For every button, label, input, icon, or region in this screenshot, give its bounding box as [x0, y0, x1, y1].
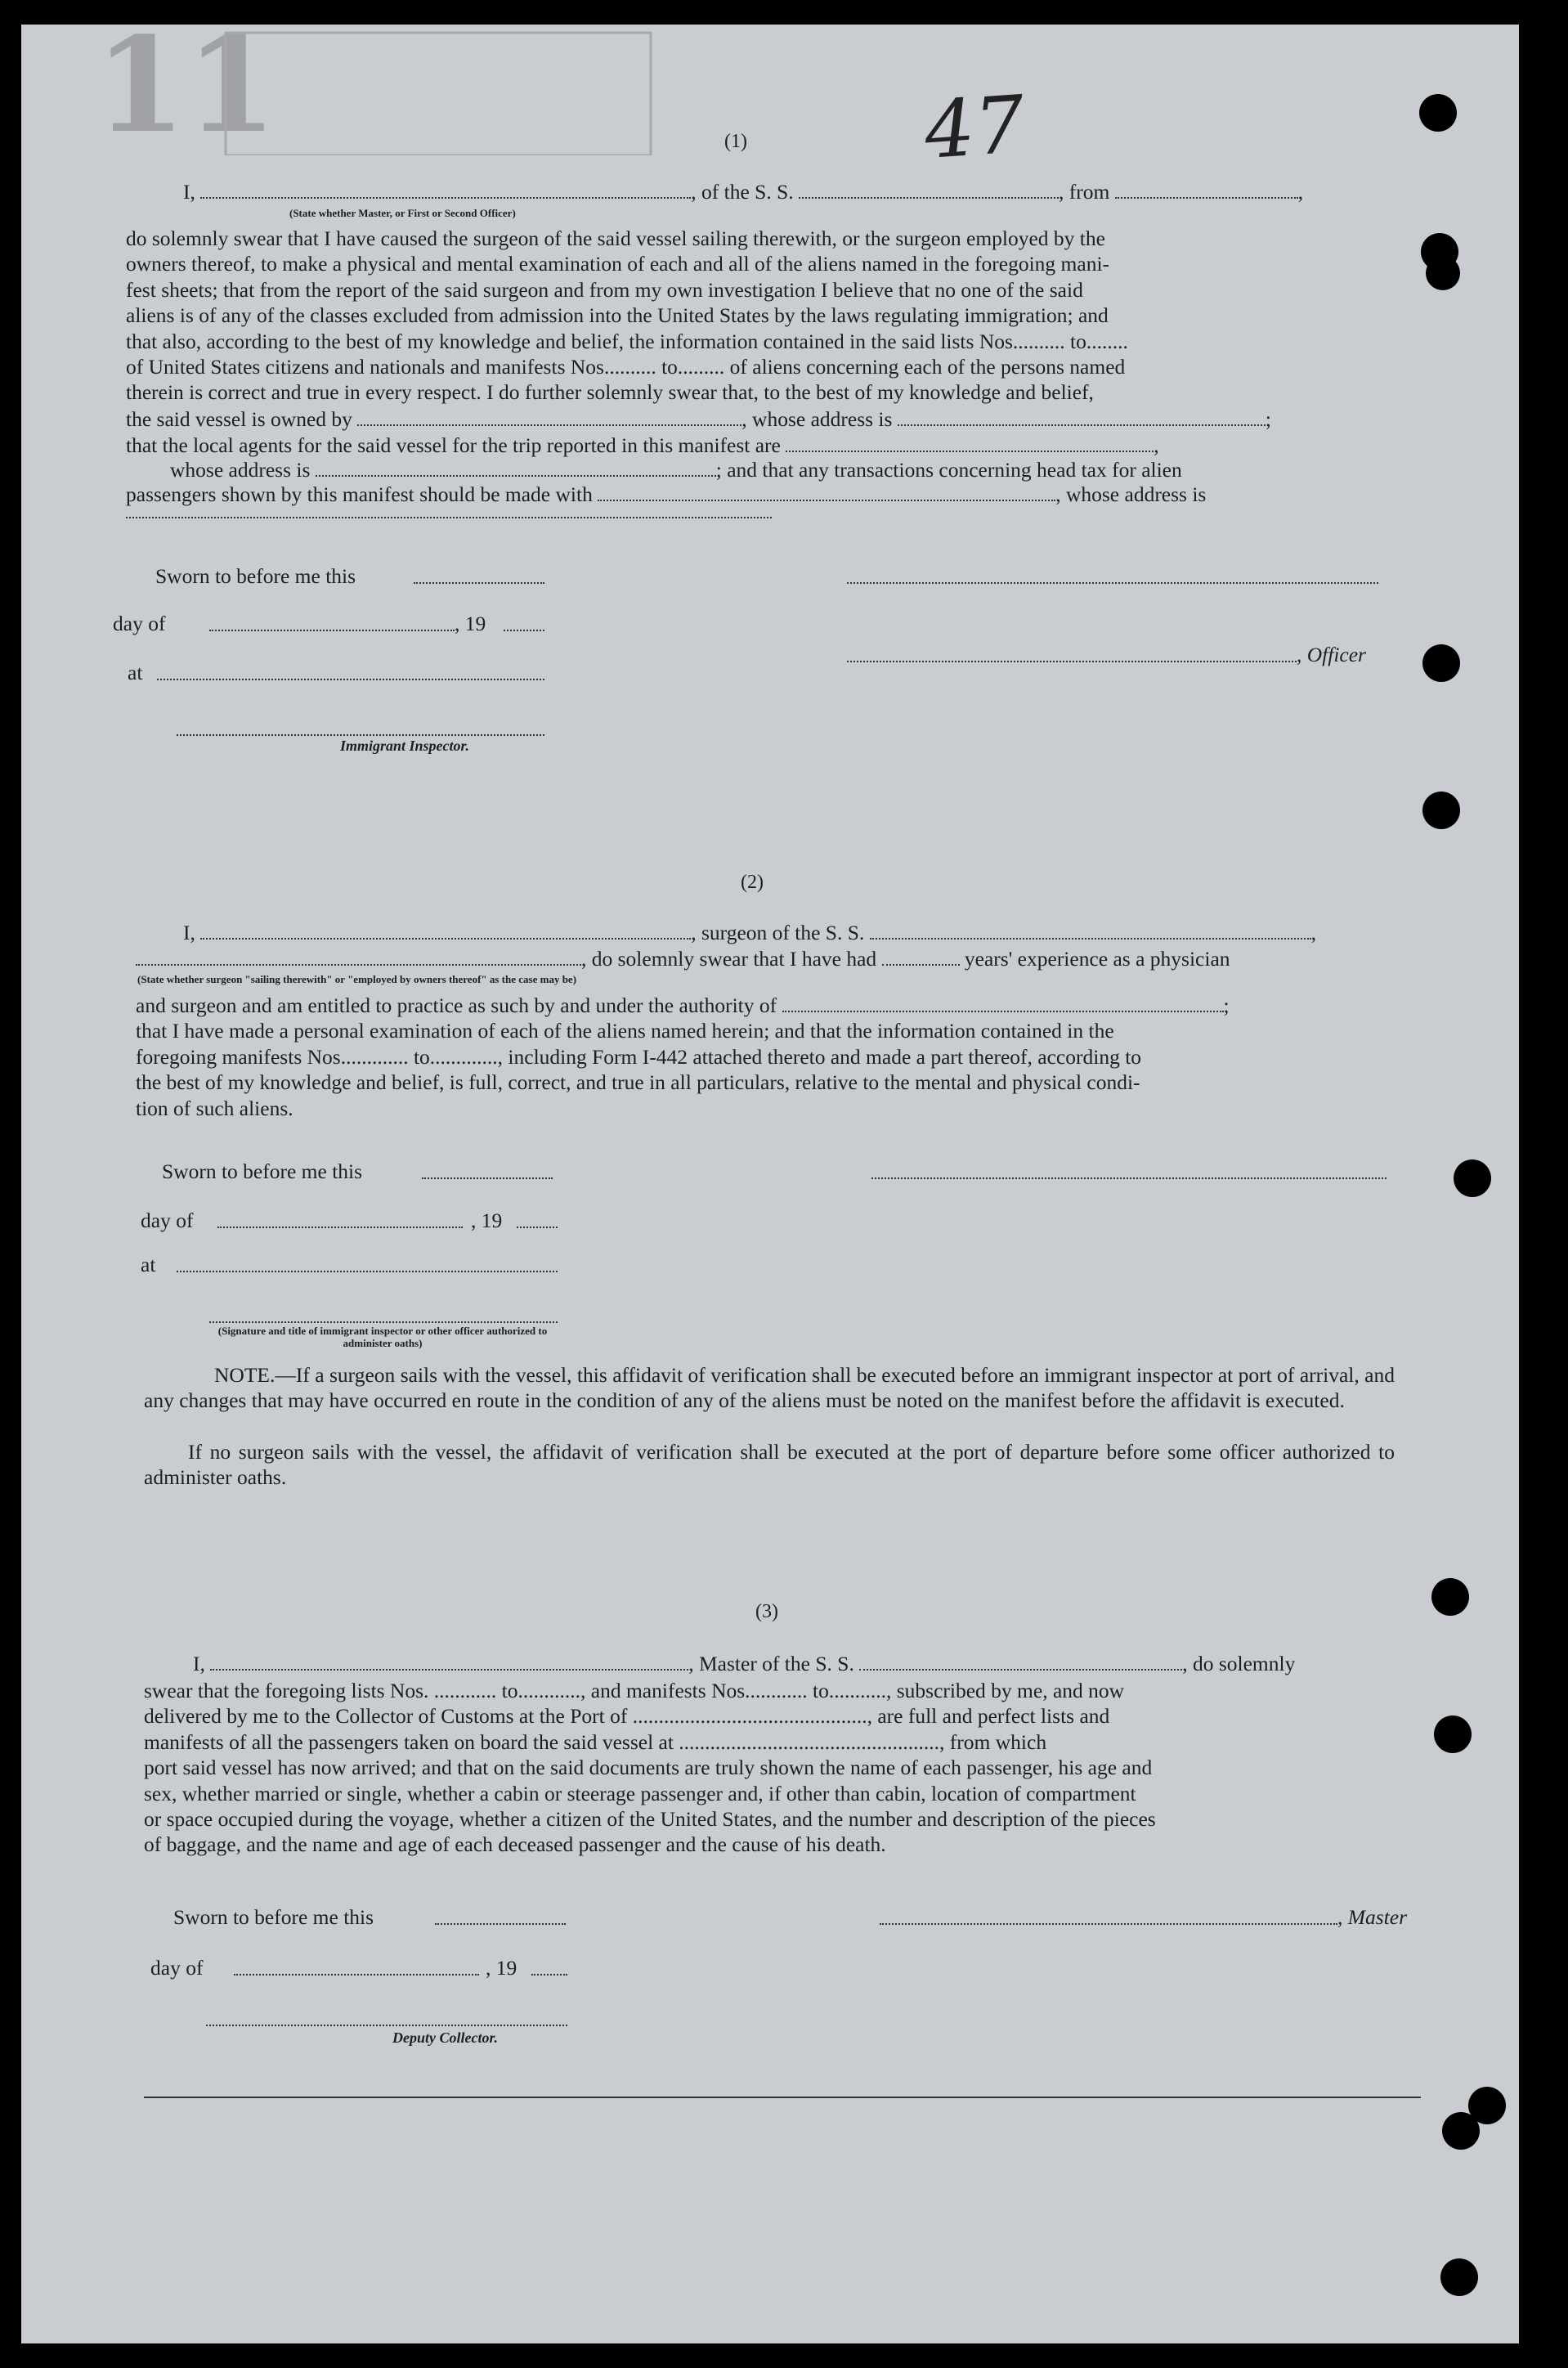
- sec1-officer-label: , Officer: [1297, 643, 1366, 666]
- sec3-body: [144, 1678, 1395, 1858]
- sec2-body: [136, 993, 1387, 1121]
- svg-text:11: 11: [95, 25, 277, 155]
- sec2-i: I,: [183, 921, 195, 944]
- punch-hole: [1422, 792, 1460, 829]
- sec2-surgeon-of: , surgeon of the S. S.: [691, 921, 865, 944]
- sec3-sworn: Sworn to before me this: [173, 1905, 374, 1929]
- sec1-at: at: [128, 661, 143, 684]
- punch-hole: [1434, 1715, 1472, 1753]
- sec2-signature-line: [209, 1320, 558, 1323]
- sec1-i: I,: [183, 180, 195, 204]
- sec3-deputy: Deputy Collector.: [392, 2029, 498, 2046]
- sec3-i: I,: [193, 1652, 205, 1675]
- sec2-signature-note: (Signature and title of immigrant inspector or other officer authorized to administer oaths): [217, 1325, 548, 1349]
- sec2-year: , 19: [471, 1209, 503, 1232]
- sec3-deputy-line: [206, 2023, 567, 2026]
- sec3-master: [1337, 1905, 1407, 1930]
- sec1-sub-note: (State whether Master, or First or Second Officer): [289, 207, 516, 219]
- sec1-sworn-blank: [414, 581, 544, 584]
- section-3-number: (3): [755, 1601, 778, 1622]
- sec3-solemnly: , do solemnly: [1182, 1652, 1296, 1675]
- punch-hole: [1442, 2112, 1480, 2150]
- sec1-transactions: ; and that any transactions concerning head tax for alien: [715, 458, 1182, 482]
- sec2-swear: , do solemnly swear that I have had: [581, 947, 877, 971]
- sec1-body-line: therein is correct and true in every respect. I do further solemnly swear that, to the best of my knowledge and belief,: [126, 380, 1094, 405]
- sec1-whose-address: , whose address is: [741, 407, 893, 431]
- sec1-end: ,: [1297, 180, 1304, 204]
- sec1-semicolon: ;: [1265, 407, 1271, 431]
- sec1-officer-line: [847, 659, 1297, 662]
- sec3-body-line: or space occupied during the voyage, whether a citizen of the United States, and the number and description of the pieces: [144, 1807, 1156, 1832]
- sec3-year: , 19: [486, 1956, 517, 1980]
- sec3-body-line: swear that the foregoing lists Nos. ............ to............, and manifests Nos............ to..........., subscribed by me, and now: [144, 1679, 1125, 1702]
- sec3-day-blank: [234, 1972, 479, 1976]
- sec2-at-blank: [177, 1269, 558, 1272]
- sec1-comma: ,: [1154, 433, 1159, 457]
- sec1-whose-address-2: whose address is: [170, 458, 311, 482]
- sec1-passengers-line: [126, 482, 1206, 507]
- sec1-officer-sig-line: [847, 581, 1378, 584]
- sec2-body-line: that I have made a personal examination of each of the aliens named herein; and that the information contained in the: [136, 1019, 1114, 1043]
- sec2-semicolon: ;: [1223, 993, 1230, 1017]
- sec1-of-ss: , of the S. S.: [691, 180, 794, 204]
- sec3-body-line: of baggage, and the name and age of each deceased passenger and the cause of his death.: [144, 1832, 886, 1857]
- sec1-body-line: of United States citizens and nationals and manifests Nos.......... to......... of aliens concerning each of the persons named: [126, 355, 1126, 379]
- punch-hole: [1431, 1578, 1469, 1616]
- sec2-sworn: Sworn to before me this: [162, 1159, 363, 1183]
- sec1-address-blank: [126, 515, 772, 518]
- sec1-owned-line: [126, 407, 1271, 432]
- sec1-whose-address-3: , whose address is: [1055, 482, 1207, 506]
- sec2-note-2: If no surgeon sails with the vessel, the affidavit of verification shall be executed at the port of departure before some officer authorized to administer oaths.: [144, 1440, 1395, 1490]
- punch-hole: [1440, 2258, 1478, 2296]
- sec1-body-line: do solemnly swear that I have caused the surgeon of the said vessel sailing therewith, or the surgeon employed by the: [126, 226, 1105, 250]
- sec2-years: years' experience as a physician: [964, 947, 1230, 971]
- sec1-day-of: day of: [113, 612, 166, 635]
- sec3-body-line: manifests of all the passengers taken on board the said vessel at .................................................., from which: [144, 1729, 1047, 1754]
- sec2-line1: [183, 921, 1316, 945]
- sec3-sworn-blank: [435, 1922, 566, 1925]
- sec3-body-line: delivered by me to the Collector of Customs at the Port of ............................................., are full and perfect lists and: [144, 1704, 1110, 1729]
- sec1-agents-line: [126, 433, 1159, 458]
- sec1-body-line: owners thereof, to make a physical and mental examination of each and all of the aliens named in the foregoing mani-: [126, 252, 1110, 276]
- manifest-page: [21, 25, 1519, 2343]
- sec3-master-of: , Master of the S. S.: [688, 1652, 854, 1675]
- punch-hole: [1419, 94, 1457, 132]
- sec2-body-line-authority: [136, 993, 1387, 1018]
- sec1-inspector-line: [177, 733, 544, 736]
- sec3-line1: [193, 1652, 1295, 1676]
- sec3-year-blank: [531, 1972, 567, 1976]
- punch-hole: [1426, 256, 1460, 290]
- sec2-body-line: foregoing manifests Nos............. to............., including Form I-442 attached thereto and made a part thereof, according to: [136, 1044, 1142, 1069]
- sec2-body-line: the best of my knowledge and belief, is full, correct, and true in all particulars, relative to the mental and physical condi-: [136, 1070, 1140, 1095]
- sec1-body-line: that also, according to the best of my knowledge and belief, the information contained in the said lists Nos.......... to........: [126, 329, 1128, 353]
- sec3-master-line: [880, 1922, 1337, 1925]
- sec1-line1: [183, 180, 1303, 204]
- punch-hole: [1422, 644, 1460, 682]
- sec2-body-line: tion of such aliens.: [136, 1096, 293, 1120]
- sec1-officer: [1297, 643, 1366, 667]
- sec2-sworn-blank: [422, 1176, 553, 1179]
- sec3-body-line: sex, whether married or single, whether a cabin or steerage passenger and, if other than cabin, location of compartment: [144, 1781, 1136, 1805]
- punch-hole: [1454, 1159, 1491, 1197]
- sec1-year: , 19: [455, 612, 486, 635]
- handwritten-page-number: 47: [921, 78, 1028, 177]
- faded-stamp-mark: [78, 25, 683, 155]
- sec2-day-blank: [217, 1225, 463, 1228]
- sec1-body-line: fest sheets; that from the report of the said surgeon and from my own investigation I believe that no one of the said: [126, 277, 1083, 302]
- sec1-body-line: aliens is of any of the classes excluded from admission into the United States by the laws regulating immigration; and: [126, 303, 1109, 328]
- sec1-at-blank: [157, 677, 544, 680]
- sec3-body-line: port said vessel has now arrived; and that on the said documents are truly shown the name of each passenger, his age and: [144, 1756, 1153, 1780]
- bottom-rule: [144, 2097, 1421, 2098]
- sec3-master-label: , Master: [1337, 1905, 1407, 1929]
- section-2-number: (2): [741, 872, 764, 893]
- sec2-body-line: and surgeon and am entitled to practice as such by and under the authority of: [136, 993, 777, 1017]
- sec1-body: [126, 226, 1362, 406]
- sec1-passengers: passengers shown by this manifest should be made with: [126, 482, 593, 506]
- sec2-day-of: day of: [141, 1209, 194, 1232]
- sec1-inspector: Immigrant Inspector.: [340, 738, 470, 754]
- sec1-from: , from: [1059, 180, 1110, 204]
- sec2-note-label: NOTE.: [214, 1363, 276, 1387]
- sec2-year-blank: [517, 1225, 558, 1228]
- sec2-line2: [136, 947, 1230, 971]
- sec1-address-line: [170, 458, 1182, 482]
- sec1-year-blank: [504, 628, 544, 631]
- sec2-sig-line: [871, 1176, 1387, 1179]
- sec2-at: at: [141, 1253, 156, 1276]
- sec1-owned-by: the said vessel is owned by: [126, 407, 352, 431]
- section-1-number: (1): [724, 131, 747, 152]
- sec1-day-blank: [209, 628, 455, 631]
- sec2-note-1: [144, 1362, 1395, 1414]
- sec1-sworn: Sworn to before me this: [155, 564, 356, 588]
- sec2-end: ,: [1310, 921, 1317, 944]
- sec2-sub-note: (State whether surgeon "sailing therewith" or "employed by owners thereof" as the case may be): [137, 973, 577, 985]
- sec3-day-of: day of: [150, 1956, 204, 1980]
- sec2-note-text: —If a surgeon sails with the vessel, this affidavit of verification shall be executed before an immigrant inspector at port of arrival, and any changes that may have occurred en route in the condition of any of the aliens must be noted on the manifest before the affidavit is executed.: [144, 1363, 1395, 1413]
- sec1-local-agents: that the local agents for the said vessel for the trip reported in this manifest are: [126, 433, 781, 457]
